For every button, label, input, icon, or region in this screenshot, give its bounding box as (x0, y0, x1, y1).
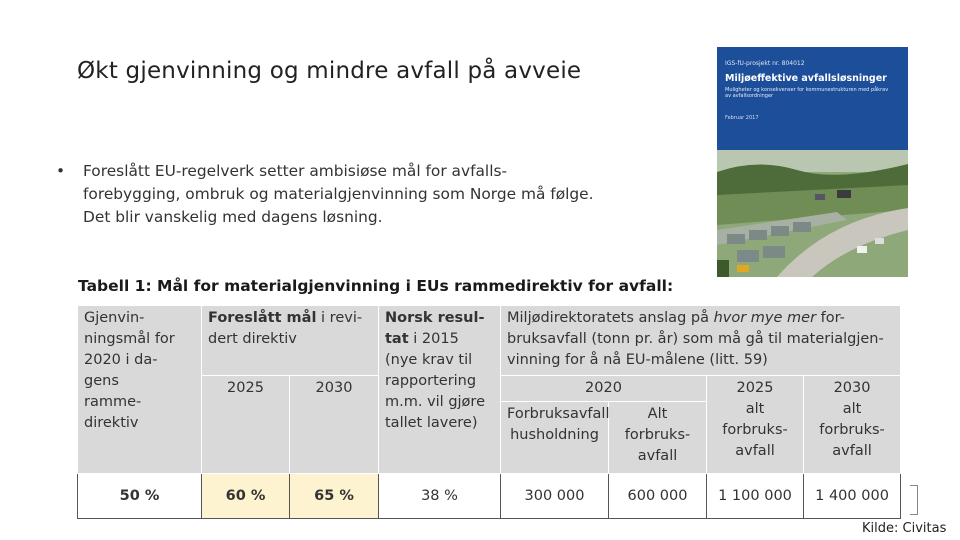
slide-title: Økt gjenvinning og mindre avfall på avveie (77, 58, 582, 84)
value-household-2020: 300 000 (501, 474, 609, 519)
header-household-waste (501, 402, 609, 474)
bullet-line: forebygging, ombruk og materialgjenvinning som Norge må følge. (83, 185, 594, 203)
header-year-2020: 2020 (501, 376, 707, 402)
header-text: Forbruksavfall husholdning (507, 406, 610, 443)
value-all-2025: 1 100 000 (707, 474, 804, 519)
header-proposed-target (202, 306, 379, 376)
report-cover-image (717, 47, 908, 277)
header-2025-all (707, 376, 804, 474)
header-text: for- bruksavfall (tonn pr. år) som må gå til materialgjen- vinning for å nå EU-målene (litt. 59) (507, 310, 884, 368)
header-estimate-italic: hvor mye mer (713, 310, 817, 326)
header-text: i 2015 (nye krav til rapportering m.m. vil gjøre tallet lavere) (385, 331, 485, 431)
bullet-point (56, 160, 656, 229)
value-all-consumer-2020: 600 000 (609, 474, 707, 519)
header-text: 2025 alt forbruks- avfall (722, 380, 788, 459)
report-subtitle: Muligheter og konsekvenser for kommunestrukturen med påkrav av avfallsordninger (725, 87, 889, 99)
report-series: IGS-fU-prosjekt nr. 804012 (725, 60, 805, 67)
header-text: Alt forbruks- avfall (624, 406, 691, 464)
header-norway-result (379, 306, 501, 474)
header-2030-all (804, 376, 901, 474)
header-proposed-bold: Foreslått mål (208, 310, 317, 326)
value-proposed-2030: 65 % (290, 474, 379, 519)
table-row (78, 474, 901, 519)
report-date: Februar 2017 (725, 115, 759, 121)
bullet-line: Foreslått EU-regelverk setter ambisiøse mål for avfalls- (83, 162, 508, 180)
source-credit: Kilde: Civitas (862, 521, 947, 536)
header-text: Gjenvin- ningsmål for 2020 i da- gens ramme- direktiv (84, 310, 175, 431)
header-current-target (78, 306, 202, 474)
bracket-decoration (910, 485, 918, 515)
header-env-agency-estimate (501, 306, 901, 376)
bullet-text (83, 160, 656, 229)
header-text: Norsk resul- tat (385, 310, 485, 347)
bullet-line: Det blir vanskelig med dagens løsning. (83, 208, 383, 226)
recycling-site-photo (717, 150, 908, 277)
header-year-2030: 2030 (290, 376, 379, 474)
value-proposed-2025: 60 % (202, 474, 290, 519)
table-caption: Tabell 1: Mål for materialgjenvinning i EUs rammedirektiv for avfall: (78, 277, 674, 295)
bullet-marker: • (56, 162, 66, 180)
header-year-2025: 2025 (202, 376, 290, 474)
header-all-consumer-waste (609, 402, 707, 474)
header-text: 2030 alt forbruks- avfall (819, 380, 885, 459)
header-estimate-prefix: Miljødirektoratets anslag på (507, 310, 714, 326)
value-all-2030: 1 400 000 (804, 474, 901, 519)
value-norway-result: 38 % (379, 474, 501, 519)
recycling-goals-table (77, 305, 901, 519)
report-title: Miljøeffektive avfallsløsninger (725, 73, 887, 84)
header-text: i revi- dert direktiv (208, 310, 363, 347)
value-current-target: 50 % (78, 474, 202, 519)
